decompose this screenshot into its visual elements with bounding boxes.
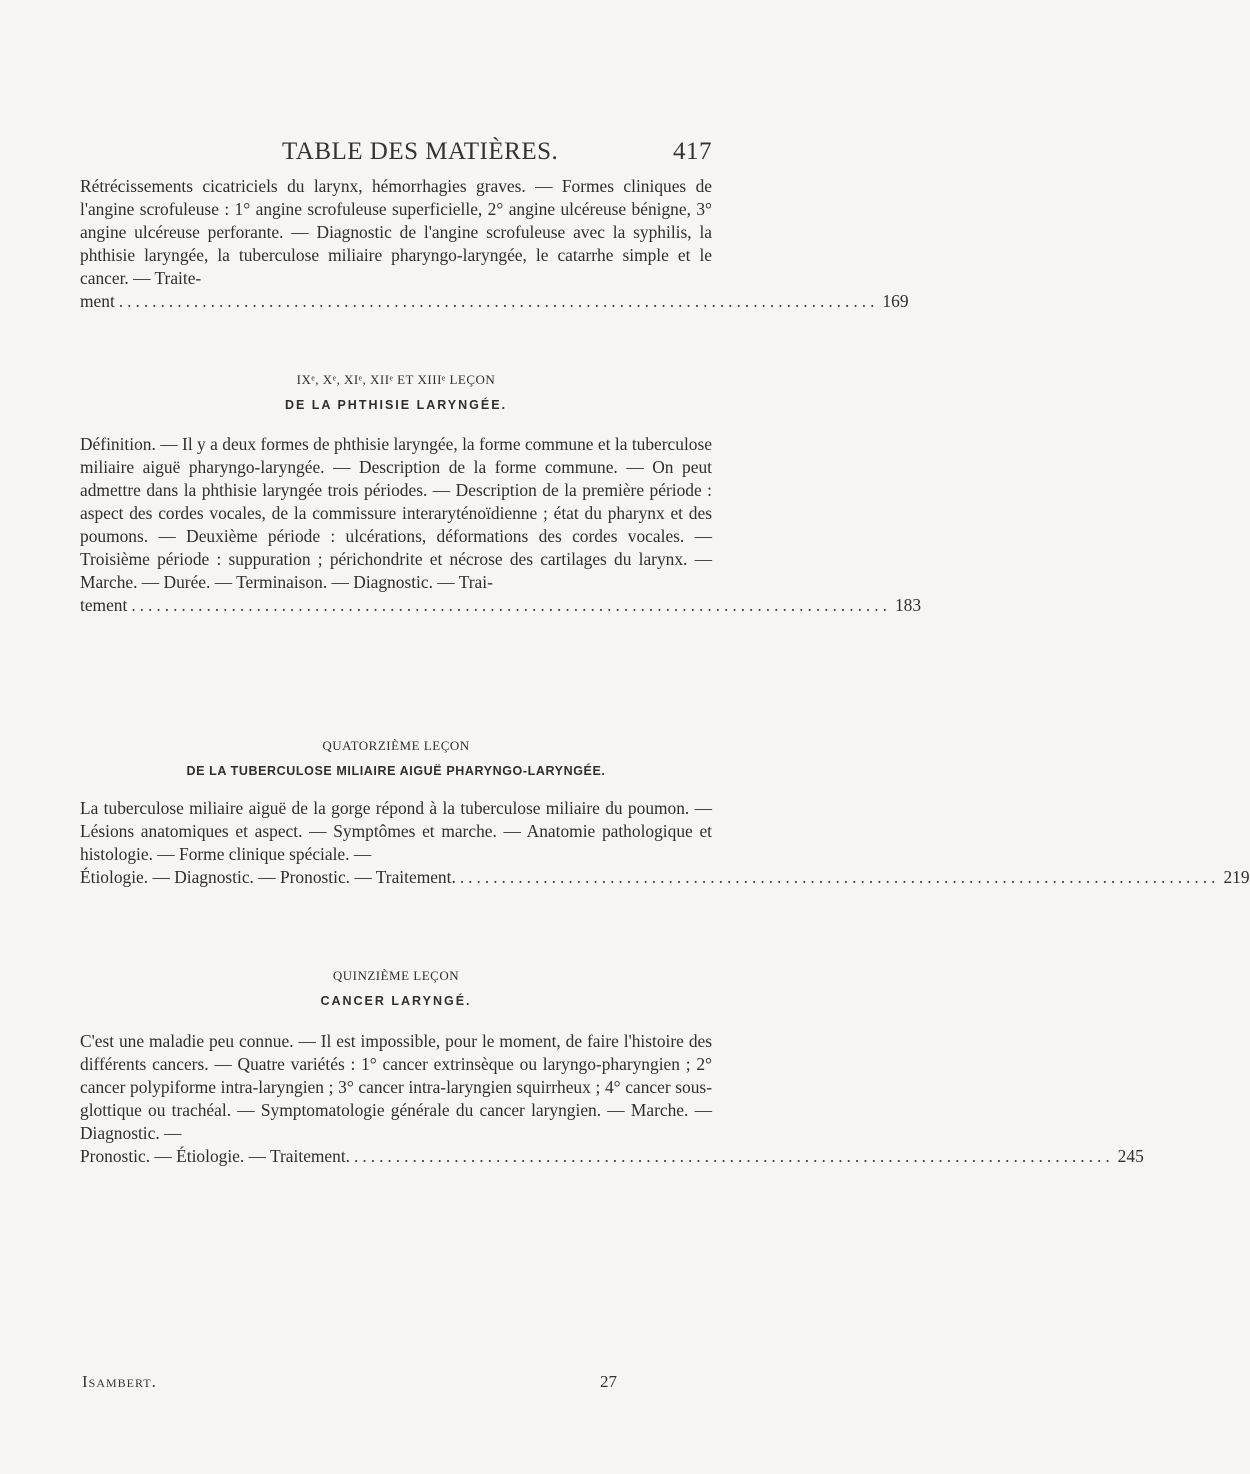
dot-leader: ...........................................................................................	[131, 595, 891, 615]
toc-entry-tuberculose	[80, 797, 1250, 889]
toc-entry-continuation	[80, 175, 909, 313]
entry-summary: C'est une maladie peu connue. — Il est impossible, pour le moment, de faire l'histoire des différents cancers. — Quatre variétés : 1° cancer extrinsèque ou laryngo-pharyngien ; 2° cancer polypiforme intra-laryngien ; 3° cancer intra-laryngien squirrheux ; 4° cancer sous-glottique ou trachéal. — Symptomatologie générale du cancer laryngien. — Marche. — Diagnostic. —	[80, 1031, 712, 1143]
entry-summary: Rétrécissements cicatriciels du larynx, hémorrhagies graves. — Formes cliniques de l'angine scrofuleuse : 1° angine scrofuleuse superficielle, 2° angine ulcéreuse bénigne, 3° angine ulcéreuse perforante. — Diagnostic de l'angine scrofuleuse avec la syphilis, la phthisie laryngée, la tuberculose miliaire pharyngo-laryngée, le catarrhe simple et le cancer. — Traite-	[80, 176, 712, 288]
entry-tail: Étiologie. — Diagnostic. — Pronostic. — Traitement.	[80, 867, 456, 887]
sheet-number: 27	[600, 1372, 617, 1391]
page-number: 417	[673, 138, 712, 165]
entry-page-line	[80, 290, 909, 313]
running-head-title: TABLE DES MATIÈRES.	[282, 138, 559, 165]
toc-entry-cancer	[80, 1030, 1144, 1168]
entry-page-ref: 183	[894, 595, 922, 615]
entry-page-ref: 245	[1117, 1146, 1144, 1166]
lesson-number: QUATORZIÈME LEÇON	[322, 738, 470, 753]
entry-page-ref: 169	[882, 291, 909, 311]
entry-tail: tement	[80, 595, 128, 615]
entry-summary: La tuberculose miliaire aiguë de la gorge répond à la tuberculose miliaire du poumon. — Lésions anatomiques et aspect. — Symptômes et marche. — Anatomie pathologique et histologie. — Forme clinique spéciale. —	[80, 798, 712, 864]
entry-tail: Pronostic. — Étiologie. — Traitement.	[80, 1146, 351, 1166]
running-head	[282, 138, 712, 166]
lesson-heading-tuberculose	[80, 738, 712, 778]
printer-signature: Isambert.	[82, 1372, 157, 1391]
lesson-heading-cancer	[80, 968, 712, 1008]
entry-page-line	[80, 1145, 1144, 1168]
lesson-heading-phthisie	[80, 372, 712, 412]
entry-page-line	[80, 594, 922, 617]
lesson-number: IXᵉ, Xᵉ, XIᵉ, XIIᵉ ET XIIIᵉ LEÇON	[296, 372, 496, 387]
lesson-title: DE LA PHTHISIE LARYNGÉE.	[284, 398, 508, 412]
entry-page-line	[80, 866, 1250, 889]
dot-leader: ...........................................................................................	[118, 291, 879, 311]
dot-leader: ...........................................................................................	[459, 867, 1220, 887]
dot-leader: ...........................................................................................	[354, 1146, 1114, 1166]
entry-tail: ment	[80, 291, 115, 311]
lesson-title: CANCER LARYNGÉ.	[320, 994, 472, 1008]
entry-page-ref: 219	[1223, 867, 1250, 887]
entry-summary: Définition. — Il y a deux formes de phthisie laryngée, la forme commune et la tuberculose miliaire aiguë pharyngo-laryngée. — Description de la forme commune. — On peut admettre dans la phthisie laryngée trois périodes. — Description de la première période : aspect des cordes vocales, de la commissure interaryténoïdienne ; état du pharynx et des poumons. — Deuxième période : ulcérations, déformations des cordes vocales. — Troisième période : suppuration ; périchondrite et nécrose des cartilages du larynx. — Marche. — Durée. — Terminaison. — Diagnostic. — Trai-	[80, 434, 712, 592]
toc-entry-phthisie	[80, 433, 922, 617]
lesson-number: QUINZIÈME LEÇON	[332, 968, 460, 983]
lesson-title: DE LA TUBERCULOSE MILIAIRE AIGUË PHARYNGO-LARYNGÉE.	[186, 764, 606, 778]
